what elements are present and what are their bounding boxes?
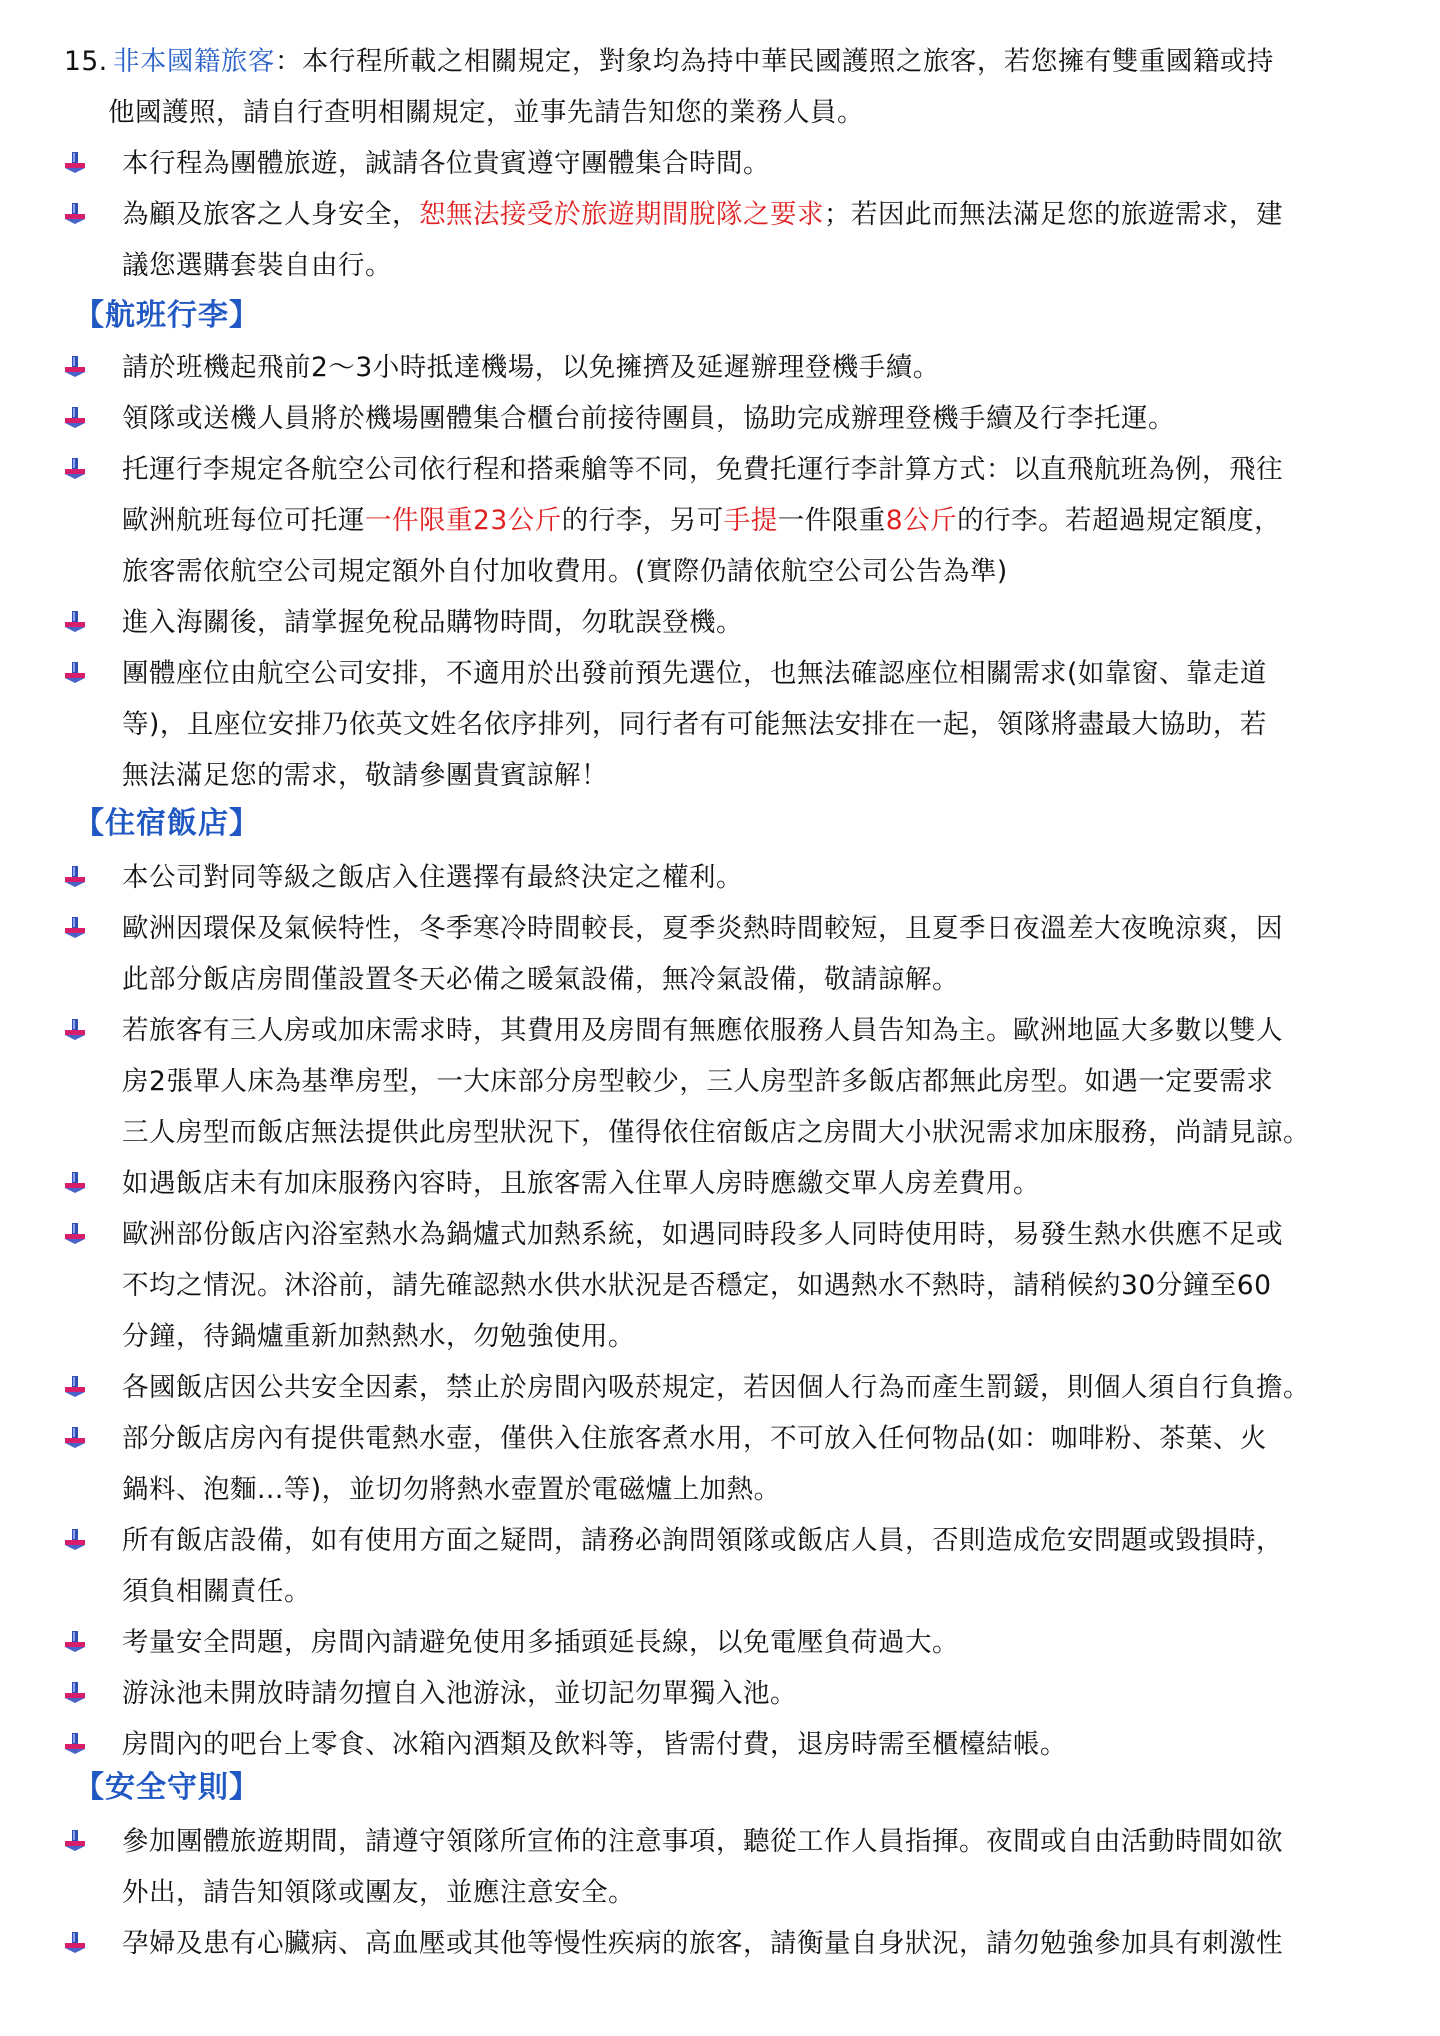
list-item: 若旅客有三人房或加床需求時，其費用及房間有無應依服務人員告知為主。歐洲地區大多數以雙人 房2張單人床為基準房型，一大床部分房型較少，三人房型許多飯店都無此房型。如遇一定要需求 三人房型而飯店無法提供此房型狀況下，僅得依住宿飯店之房間大小狀況需求加床服務，尚請見諒。 bbox=[0, 1005, 1372, 1158]
arrow-bullet-icon bbox=[64, 1426, 86, 1448]
numbered-item-15 bbox=[64, 36, 1374, 138]
arrow-bullet-icon bbox=[64, 202, 86, 224]
hotel-list bbox=[0, 852, 1440, 1770]
arrow-bullet-icon bbox=[64, 406, 86, 428]
list-item: 各國飯店因公共安全因素，禁止於房間內吸菸規定，若因個人行為而產生罰鍰，則個人須自行負擔。 bbox=[0, 1362, 1372, 1413]
list-item: 游泳池未開放時請勿擅自入池游泳，並切記勿單獨入池。 bbox=[0, 1668, 1372, 1719]
intro-text-line1: ：本行程所載之相關規定，對象均為持中華民國護照之旅客，若您擁有雙重國籍或持 bbox=[274, 46, 1274, 77]
arrow-bullet-icon bbox=[64, 1681, 86, 1703]
list-item: 本行程為團體旅遊，誠請各位貴賓遵守團體集合時間。 bbox=[0, 138, 1372, 189]
list-item: 所有飯店設備，如有使用方面之疑問，請務必詢問領隊或飯店人員，否則造成危安問題或毀損時， 須負相關責任。 bbox=[0, 1515, 1372, 1617]
list-item: 房間內的吧台上零食、冰箱內酒類及飲料等，皆需付費，退房時需至櫃檯結帳。 bbox=[0, 1719, 1372, 1770]
arrow-bullet-icon bbox=[64, 1375, 86, 1397]
list-item: 孕婦及患有心臟病、高血壓或其他等慢性疾病的旅客，請衡量自身狀況，請勿勉強參加具有刺激性 bbox=[0, 1918, 1372, 1969]
list-item: 歐洲因環保及氣候特性，冬季寒冷時間較長，夏季炎熱時間較短，且夏季日夜溫差大夜晚涼爽，因 此部分飯店房間僅設置冬天必備之暖氣設備，無冷氣設備，敬請諒解。 bbox=[0, 903, 1372, 1005]
flight-list bbox=[0, 342, 1440, 801]
safety-heading: 【安全守則】 bbox=[74, 1770, 260, 1805]
intro-text-line2: 他國護照，請自行查明相關規定，並事先請告知您的業務人員。 bbox=[108, 97, 864, 128]
arrow-bullet-icon bbox=[64, 1732, 86, 1754]
list-item: 托運行李規定各航空公司依行程和搭乘艙等不同，免費托運行李計算方式：以直飛航班為例，飛往 歐洲航班每位可托運一件限重23公斤的行李，另可手提一件限重8公斤的行李。若超過規定額度， 旅客需依航空公司規定額外自付加收費用。(實際仍請依航空公司公告為準) bbox=[0, 444, 1372, 597]
general-list bbox=[0, 138, 1440, 291]
no-leaving-group-warning: 恕無法接受於旅遊期間脫隊之要求 bbox=[419, 199, 824, 230]
arrow-bullet-icon bbox=[64, 1171, 86, 1193]
arrow-bullet-icon bbox=[64, 151, 86, 173]
hotel-heading: 【住宿飯店】 bbox=[74, 806, 260, 841]
arrow-bullet-icon bbox=[64, 661, 86, 683]
arrow-bullet-icon bbox=[64, 1222, 86, 1244]
item-number: 15. bbox=[64, 46, 108, 77]
safety-list bbox=[0, 1816, 1440, 1969]
arrow-bullet-icon bbox=[64, 1829, 86, 1851]
flight-baggage-heading: 【航班行李】 bbox=[74, 298, 260, 333]
arrow-bullet-icon bbox=[64, 865, 86, 887]
list-item: 本公司對同等級之飯店入住選擇有最終決定之權利。 bbox=[0, 852, 1372, 903]
list-item: 參加團體旅遊期間，請遵守領隊所宣佈的注意事項，聽從工作人員指揮。夜間或自由活動時間如欲 外出，請告知領隊或團友，並應注意安全。 bbox=[0, 1816, 1372, 1918]
arrow-bullet-icon bbox=[64, 457, 86, 479]
list-item: 如遇飯店未有加床服務內容時，且旅客需入住單人房時應繳交單人房差費用。 bbox=[0, 1158, 1372, 1209]
arrow-bullet-icon bbox=[64, 916, 86, 938]
list-item: 領隊或送機人員將於機場團體集合櫃台前接待團員，協助完成辦理登機手續及行李托運。 bbox=[0, 393, 1372, 444]
list-item: 請於班機起飛前2～3小時抵達機場，以免擁擠及延遲辦理登機手續。 bbox=[0, 342, 1372, 393]
arrow-bullet-icon bbox=[64, 1630, 86, 1652]
arrow-bullet-icon bbox=[64, 1528, 86, 1550]
arrow-bullet-icon bbox=[64, 1931, 86, 1953]
list-item: 部分飯店房內有提供電熱水壺，僅供入住旅客煮水用，不可放入任何物品(如：咖啡粉、茶葉、火 鍋料、泡麵...等)，並切勿將熱水壺置於電磁爐上加熱。 bbox=[0, 1413, 1372, 1515]
arrow-bullet-icon bbox=[64, 355, 86, 377]
non-national-label: 非本國籍旅客 bbox=[112, 46, 275, 77]
list-item: 考量安全問題，房間內請避免使用多插頭延長線，以免電壓負荷過大。 bbox=[0, 1617, 1372, 1668]
list-item: 歐洲部份飯店內浴室熱水為鍋爐式加熱系統，如遇同時段多人同時使用時，易發生熱水供應不足或 不均之情況。沐浴前，請先確認熱水供水狀況是否穩定，如遇熱水不熱時，請稍候約30分鐘至60 分鐘，待鍋爐重新加熱熱水，勿勉強使用。 bbox=[0, 1209, 1372, 1362]
list-item: 為顧及旅客之人身安全，恕無法接受於旅遊期間脫隊之要求；若因此而無法滿足您的旅遊需求，建 議您選購套裝自由行。 bbox=[0, 189, 1372, 291]
arrow-bullet-icon bbox=[64, 1018, 86, 1040]
arrow-bullet-icon bbox=[64, 610, 86, 632]
list-item: 團體座位由航空公司安排，不適用於出發前預先選位，也無法確認座位相關需求(如靠窗、靠走道 等)，且座位安排乃依英文姓名依序排列，同行者有可能無法安排在一起，領隊將盡最大協助，若 無法滿足您的需求，敬請參團貴賓諒解！ bbox=[0, 648, 1372, 801]
list-item: 進入海關後，請掌握免稅品購物時間，勿耽誤登機。 bbox=[0, 597, 1372, 648]
